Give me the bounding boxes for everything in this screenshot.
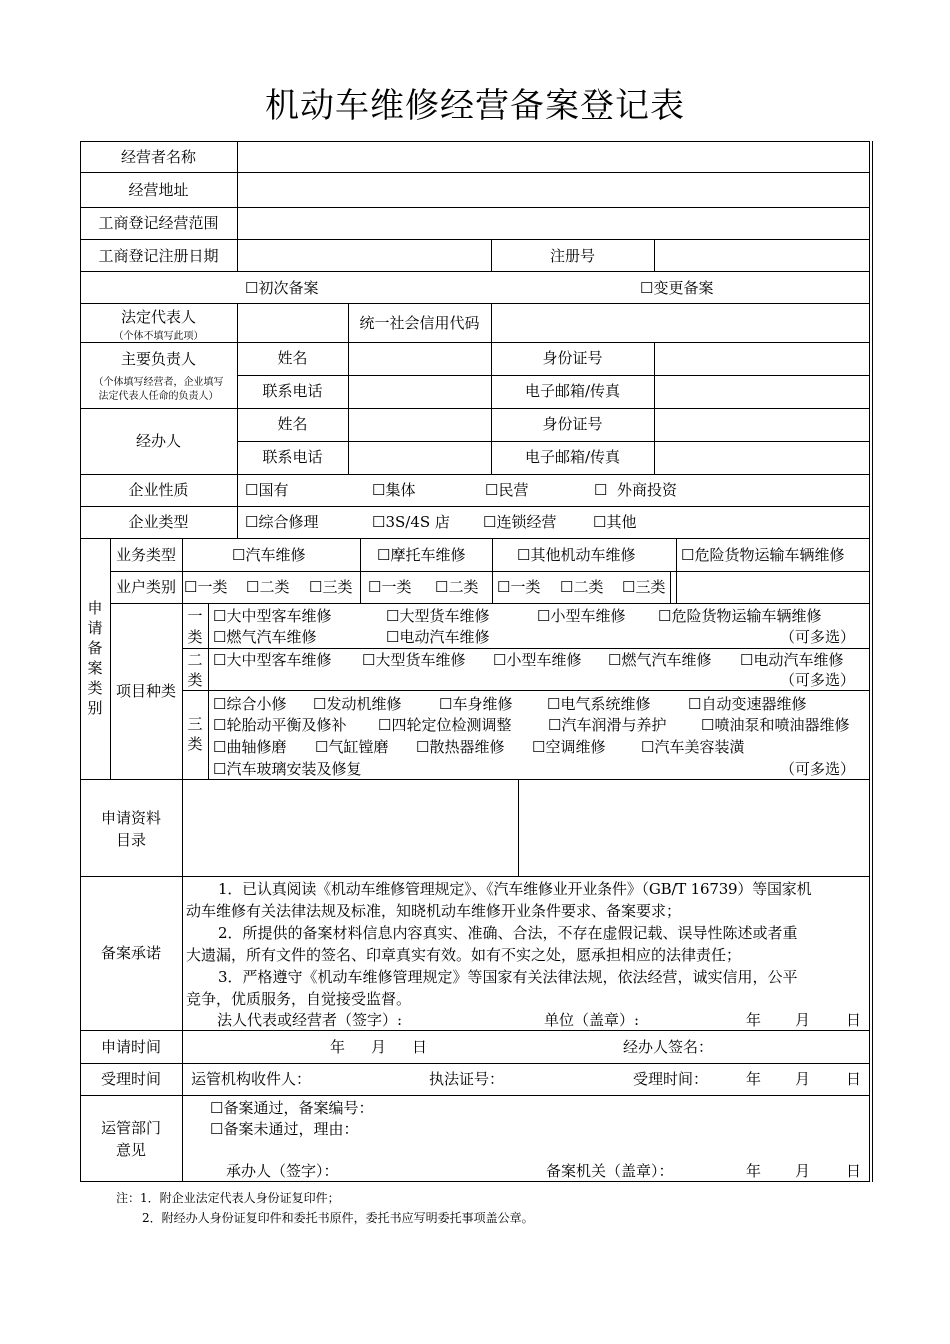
- type-other-checkbox[interactable]: ☐ 其他: [593, 512, 636, 532]
- agent-label: 经办人: [135, 432, 181, 450]
- c1-gas-checkbox[interactable]: ☐ 燃气汽车维修: [213, 627, 316, 647]
- project-type-label: 项目种类: [115, 682, 176, 700]
- c3-tire-checkbox[interactable]: ☐ 轮胎动平衡及修补: [213, 715, 346, 735]
- reg-no-input[interactable]: [655, 240, 870, 271]
- commit-line-3: 2．所提供的备案材料信息内容真实、准确、合法，不存在虚假记载、误导性陈述或者重: [218, 924, 798, 942]
- c3-beauty-checkbox[interactable]: ☐ 汽车美容装潢: [641, 737, 744, 757]
- c2-multi-note: （可多选）: [780, 671, 856, 689]
- c1-bus-checkbox[interactable]: ☐ 大中型客车维修: [213, 606, 331, 626]
- right-border-double: [872, 141, 873, 1182]
- apply-category-label: 申请备案类别: [87, 599, 103, 717]
- biz-car-checkbox[interactable]: ☐ 汽车维修: [232, 545, 305, 565]
- commit-day: 日: [846, 1011, 862, 1029]
- c3-cylinder-checkbox[interactable]: ☐ 气缸镗磨: [315, 737, 388, 757]
- enforce-no-label: 执法证号：: [429, 1070, 505, 1088]
- type-general-checkbox[interactable]: ☐ 综合修理: [245, 512, 318, 532]
- principal-email-label: 电子邮箱/传真: [524, 382, 621, 400]
- nature-private-checkbox[interactable]: ☐ 民营: [485, 480, 528, 500]
- scope-input[interactable]: [238, 208, 870, 239]
- opinion-day: 日: [846, 1162, 862, 1180]
- materials-label: 申请资料目录: [100, 809, 161, 849]
- nature-state-owned-checkbox[interactable]: ☐ 国有: [245, 480, 288, 500]
- name-label: 经营者名称: [120, 148, 196, 166]
- receiver-label: 运管机构收件人：: [191, 1070, 312, 1088]
- accept-day: 日: [846, 1070, 862, 1088]
- biz-motorcycle-checkbox[interactable]: ☐ 摩托车维修: [377, 545, 465, 565]
- apply-day: 日: [412, 1038, 428, 1056]
- c3-ac-checkbox[interactable]: ☐ 空调维修: [532, 737, 605, 757]
- agent-sign-label: 经办人签名：: [623, 1038, 714, 1056]
- principal-phone-label: 联系电话: [262, 382, 323, 400]
- c2-gas-checkbox[interactable]: ☐ 燃气汽车维修: [608, 650, 711, 670]
- note-1: 注：1．附企业法定代表人身份证复印件；: [116, 1191, 340, 1205]
- agent-id-label: 身份证号: [542, 415, 603, 433]
- c1-hazardous-checkbox[interactable]: ☐ 危险货物运输车辆维修: [658, 606, 821, 626]
- class3-label: 三类: [187, 715, 203, 753]
- form-title: 机动车维修经营备案登记表: [265, 86, 685, 126]
- accept-time-label: 受理时间: [100, 1070, 161, 1088]
- class1-label: 一类: [187, 607, 203, 646]
- accept-year: 年: [746, 1070, 762, 1088]
- commit-month: 月: [795, 1011, 811, 1029]
- agent-email-label: 电子邮箱/传真: [524, 448, 621, 466]
- handler-sign-label: 承办人（签字）：: [226, 1162, 339, 1180]
- legal-rep-note: （个体不填写此项）: [113, 331, 204, 342]
- note-2: 2．附经办人身份证复印件和委托书原件，委托书应写明委托事项盖公章。: [142, 1211, 534, 1225]
- c3-injector-checkbox[interactable]: ☐ 喷油泵和喷油器维修: [701, 715, 849, 735]
- address-input[interactable]: [238, 173, 870, 207]
- type-label: 企业类型: [128, 513, 189, 531]
- biz-hazardous-checkbox[interactable]: ☐ 危险货物运输车辆维修: [681, 545, 844, 565]
- type-4s-checkbox[interactable]: ☐ 3S/4S 店: [372, 512, 450, 532]
- car-class1-checkbox[interactable]: ☐ 一类: [184, 577, 227, 597]
- materials-input-right[interactable]: [519, 780, 870, 876]
- accept-time-field-label: 受理时间：: [633, 1070, 709, 1088]
- commit-label: 备案承诺: [100, 944, 161, 962]
- business-type-label: 业务类型: [115, 546, 176, 564]
- class2-label: 二类: [187, 651, 203, 689]
- other-class2-checkbox[interactable]: ☐ 二类: [560, 577, 603, 597]
- car-class3-checkbox[interactable]: ☐ 三类: [309, 577, 352, 597]
- principal-id-label: 身份证号: [542, 349, 603, 367]
- principal-note-1: （个体填写经营者，企业填写: [93, 377, 224, 388]
- c3-multi-note: （可多选）: [780, 760, 856, 778]
- c2-electric-checkbox[interactable]: ☐ 电动汽车维修: [740, 650, 843, 670]
- nature-collective-checkbox[interactable]: ☐ 集体: [372, 480, 415, 500]
- principal-note-2: 法定代表人任命的负责人）: [98, 391, 219, 402]
- filing-seal-label: 备案机关（盖章）：: [546, 1162, 674, 1180]
- agent-phone-input[interactable]: [349, 442, 491, 474]
- apply-month: 月: [371, 1038, 387, 1056]
- principal-label: 主要负责人: [120, 350, 196, 368]
- c3-lubrication-checkbox[interactable]: ☐ 汽车润滑与养护: [548, 715, 666, 735]
- agent-name-input[interactable]: [349, 409, 491, 441]
- c1-electric-checkbox[interactable]: ☐ 电动汽车维修: [386, 627, 489, 647]
- opinion-year: 年: [746, 1162, 762, 1180]
- commit-line-6: 竞争，优质服务，自觉接受监督。: [186, 990, 412, 1008]
- filing-passed-checkbox[interactable]: ☐ 备案通过，备案编号：: [210, 1098, 373, 1118]
- apply-year: 年: [330, 1038, 346, 1056]
- other-class3-checkbox[interactable]: ☐ 三类: [622, 577, 665, 597]
- legal-rep-input[interactable]: [238, 304, 348, 342]
- first-filing-checkbox[interactable]: ☐ 初次备案: [245, 278, 318, 298]
- biz-other-vehicle-checkbox[interactable]: ☐ 其他机动车维修: [517, 545, 635, 565]
- c2-bus-checkbox[interactable]: ☐ 大中型客车维修: [213, 650, 331, 670]
- principal-id-input[interactable]: [655, 343, 870, 375]
- moto-class2-checkbox[interactable]: ☐ 二类: [435, 577, 478, 597]
- c1-truck-checkbox[interactable]: ☐ 大型货车维修: [386, 606, 489, 626]
- reg-no-label: 注册号: [549, 247, 595, 265]
- unit-seal-label: 单位（盖章）:: [544, 1011, 640, 1029]
- c3-electrical-checkbox[interactable]: ☐ 电气系统维修: [547, 694, 650, 714]
- apply-time-label: 申请时间: [100, 1038, 161, 1056]
- c3-radiator-checkbox[interactable]: ☐ 散热器维修: [416, 737, 504, 757]
- c3-crankshaft-checkbox[interactable]: ☐ 曲轴修磨: [213, 737, 286, 757]
- class-label: 业户类别: [115, 578, 176, 596]
- legal-sign-label: 法人代表或经营者（签字）:: [217, 1011, 403, 1029]
- legal-rep-label: 法定代表人: [120, 308, 196, 326]
- c3-engine-checkbox[interactable]: ☐ 发动机维修: [313, 694, 401, 714]
- opinion-month: 月: [795, 1162, 811, 1180]
- c3-glass-checkbox[interactable]: ☐ 汽车玻璃安装及修复: [213, 759, 361, 779]
- commit-line-4: 大遗漏，所有文件的签名、印章真实有效。如有不实之处，愿承担相应的法律责任；: [186, 946, 742, 964]
- principal-email-input[interactable]: [655, 376, 870, 408]
- address-label: 经营地址: [128, 181, 189, 199]
- filing-not-passed-checkbox[interactable]: ☐ 备案未通过，理由：: [210, 1119, 358, 1139]
- reg-date-label: 工商登记注册日期: [98, 247, 219, 265]
- c3-alignment-checkbox[interactable]: ☐ 四轮定位检测调整: [378, 715, 511, 735]
- c2-small-checkbox[interactable]: ☐ 小型车维修: [493, 650, 581, 670]
- type-chain-checkbox[interactable]: ☐ 连锁经营: [483, 512, 556, 532]
- commit-line-1: 1．已认真阅读《机动车维修管理规定》、《汽车维修业开业条件》（GB/T 16739）等国家机: [218, 880, 812, 898]
- agent-phone-label: 联系电话: [262, 448, 323, 466]
- commit-line-5: 3．严格遵守《机动车维修管理规定》等国家有关法律法规，依法经营，诚实信用，公平: [218, 968, 798, 986]
- c1-small-checkbox[interactable]: ☐ 小型车维修: [537, 606, 625, 626]
- agent-email-input[interactable]: [655, 442, 870, 474]
- change-filing-checkbox[interactable]: ☐ 变更备案: [640, 278, 713, 298]
- other-class1-checkbox[interactable]: ☐ 一类: [497, 577, 540, 597]
- principal-name-input[interactable]: [349, 343, 491, 375]
- c3-minor-checkbox[interactable]: ☐ 综合小修: [213, 694, 286, 714]
- moto-class1-checkbox[interactable]: ☐ 一类: [368, 577, 411, 597]
- agent-name-label: 姓名: [277, 415, 308, 433]
- c1-multi-note: （可多选）: [780, 628, 856, 646]
- reg-date-input[interactable]: [238, 240, 491, 271]
- credit-code-input[interactable]: [492, 304, 870, 342]
- principal-name-label: 姓名: [277, 349, 308, 367]
- credit-code-label: 统一社会信用代码: [359, 314, 480, 332]
- c3-transmission-checkbox[interactable]: ☐ 自动变速器维修: [688, 694, 806, 714]
- accept-month: 月: [795, 1070, 811, 1088]
- car-class2-checkbox[interactable]: ☐ 二类: [246, 577, 289, 597]
- materials-input-left[interactable]: [183, 780, 518, 876]
- nature-foreign-checkbox[interactable]: ☐ 外商投资: [594, 480, 677, 500]
- dept-opinion-label: 运管部门意见: [100, 1119, 161, 1159]
- c3-body-checkbox[interactable]: ☐ 车身维修: [439, 694, 512, 714]
- scope-label: 工商登记经营范围: [98, 214, 219, 232]
- name-input[interactable]: [238, 142, 870, 172]
- agent-id-input[interactable]: [655, 409, 870, 441]
- nature-label: 企业性质: [128, 481, 189, 499]
- c2-truck-checkbox[interactable]: ☐ 大型货车维修: [362, 650, 465, 670]
- principal-phone-input[interactable]: [349, 376, 491, 408]
- commit-line-2: 动车维修有关法律法规及标准，知晓机动车维修开业条件要求、备案要求；: [186, 902, 682, 920]
- commit-year: 年: [746, 1011, 762, 1029]
